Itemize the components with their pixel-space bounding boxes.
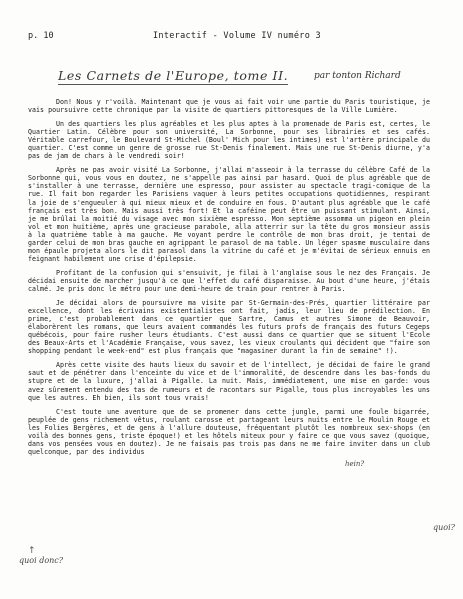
paragraph: Je décidai alors de poursuivre ma visite par St-Germain-des-Prés, quartier littéraire par excellence, dont les écrivains existentialistes ont fait, jadis, leur lieu de prédilection. En prime, c'est probablement dans ce quartier que Sartre, Camus et autres Simone de Beauvoir, élaborèrent les romans, que leurs avaient commandés les futurs profs de français des futurs Cegeps québécois, pour faire rusher leurs étudiants. C'est aussi dans ce quartier que se situent l'Ecole des Beaux-Arts et l'Académie Française, vous savez, les vieux croulants qui décident que "faire son shopping pendant le week-end" est plus français que "magasiner durant la fin de semaine" !). <box>28 299 430 356</box>
handwritten-title <box>58 68 288 83</box>
title-underline <box>58 84 288 85</box>
paragraph: Un des quartiers les plus agréables et les plus aptes à la promenade de Paris est, certes, le Quartier Latin. Célèbre pour son université, La Sorbonne, pour ses librairies et ses cafés. Véritable carrefour, le Boulevard St-Michel (Boul' Mich pour les intimes) est l'artère principale du quartier. C'est comme un genre de grosse rue St-Denis finalement. Mais une rue St-Denis diurne, y'a pas de jam de chars à le vendredi soir! <box>28 120 430 161</box>
paragraph: Profitant de la confusion qui s'ensuivit, je filai à l'anglaise sous le nez des Français. Je décidai ensuite de marcher jusqu'à ce que l'effet du café disparaisse. Au bout d'une heure, j'étais calmé. Je pris donc le métro pour une demi-heure de train pour rentrer à Paris. <box>28 268 430 293</box>
article-body <box>28 98 430 462</box>
running-title: Interactif - Volume IV numéro 3 <box>153 31 321 41</box>
paragraph: Après cette visite des hauts lieux du savoir et de l'intellect, je décidai de faire le grand saut et de pénétrer dans l'enceinte du vice et de l'immoralité, de descendre dans les bas-fonds du stupre et de la luxure, j'allai à Pigalle. La nuit. Mais, immédiatement, une mise en garde: vous avez sûrement entendu des tas de rumeurs et de racontars sur Pigalle, tous plus incroyables les uns que les autres. Eh bien, ils sont tous vrais! <box>28 361 430 402</box>
paragraph: Don! Nous y r'voilà. Maintenant que je vous ai fait voir une partie du Paris touristique, je vais poursuivre cette chronique par la visite de quartiers pittoresques de la Ville Lumière. <box>28 98 430 115</box>
paragraph: Après ne pas avoir visité La Sorbonne, j'allai m'asseoir à la terrasse du célèbre Café de la Sorbonne qui, vous vous en doutez, ne s'appelle pas ainsi par hasard. Quoi de plus agréable que de s'installer à une terrasse, dernière une espresso, pour assister au spectacle tragi-comique de la rue. Il fait bon regarder les Parisiens vaquer à leurs petites occupations quotidiennes, respirant la joie de s'engueuler à qui mieux mieux et de conduire en fous. D'autant plus agréable que le café français est très bon. Mais aussi très fort! Et la caféine peut être un puissant stimulant. Ainsi, je me brûlai la moitié du visage avec mon sixième espresso. Mon septième assomma un pigeon en plein vol et mon huitième, après une gracieuse parabole, alla atterrir sur la tête du gros monsieur assis à la quatrième table à ma gauche. Me voyant perdre le contrôle de mon bras droit, je tentai de garder celui de mon bras gauche en agrippant le parasol de ma table. Un léger spasme musculaire dans mon épaule projeta alors le dit parasol dans la vitrine du café et je m'évitai de sérieux ennuis en feignant habilement une crise d'épilepsie. <box>28 166 430 263</box>
margin-note-hein: hein? <box>345 460 365 468</box>
title-text: Les Carnets de l'Europe, tome II. <box>58 68 289 83</box>
paragraph: C'est toute une aventure que de se promener dans cette jungle, parmi une foule bigarrée, peuplée de gens richement vêtus, roulant carosse et partageant leurs nuits entre le Moulin Rouge et les Folies Bergères, et de gens à l'allure douteuse, fréquentant plutôt les nombreux sex-shops (en voilà des bonnes gens, triste époque!) et les hôtels miteux pour y faire ce que vous savez (quoique, dans vos pensées vous en doutez). Je ne faisais pas trois pas dans ne me faire inviter dans un club quelconque, par des individus <box>28 407 430 456</box>
margin-note-quoi-donc: quoi donc? <box>19 556 64 565</box>
margin-note-quoi: quoi? <box>433 523 455 532</box>
page-number: p. 10 <box>28 31 54 41</box>
arrow-up-icon: ↑ <box>28 546 36 556</box>
author-line: par tonton Richard <box>314 71 401 81</box>
